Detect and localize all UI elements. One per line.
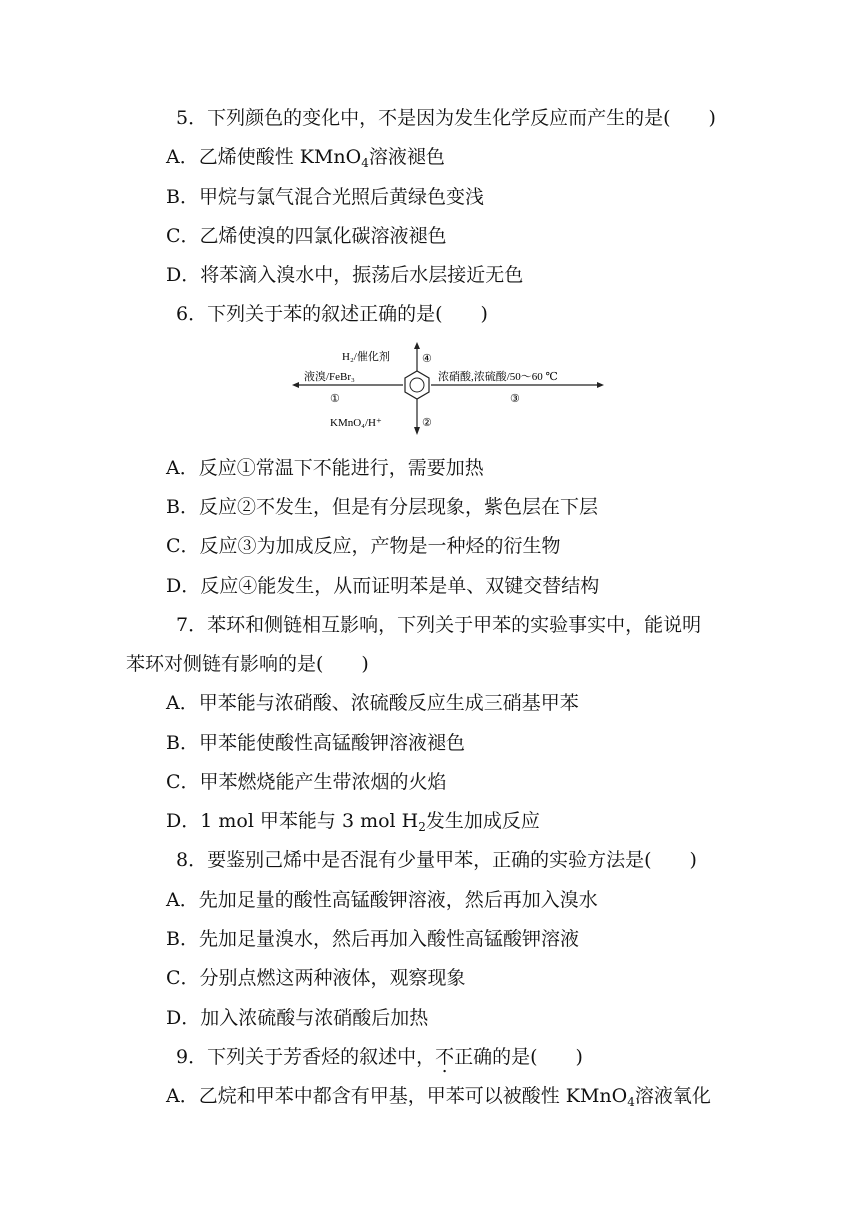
benzene-ring xyxy=(405,371,429,399)
arrow-left-head xyxy=(292,382,299,388)
question-5-text: 5．下列颜色的变化中，不是因为发生化学反应而产生的是( ) xyxy=(176,107,716,129)
right-reagent-label: 浓硝酸,浓硫酸/50～60 ℃ xyxy=(438,371,558,383)
option-d-text: D．1 mol 甲苯能与 3 mol H xyxy=(166,810,419,832)
question-8-option-d: D．加入浓硫酸与浓硝酸后加热 xyxy=(166,1007,429,1029)
top-reagent-label: H₂/催化剂 xyxy=(342,351,390,363)
question-8-option-c: C．分别点燃这两种液体，观察现象 xyxy=(166,967,466,989)
question-5-option-c: C．乙烯使溴的四氯化碳溶液褪色 xyxy=(166,225,447,247)
question-7-option-d xyxy=(166,809,540,833)
option-a-text-end: 溶液氧化 xyxy=(634,1085,711,1107)
question-9-text-end: 正确的是( ) xyxy=(454,1046,583,1068)
question-7-stem-line1: 7．苯环和侧链相互影响，下列关于甲苯的实验事实中，能说明 xyxy=(176,614,702,636)
option-d-text-end: 发生加成反应 xyxy=(425,810,540,832)
question-7-option-a: A．甲苯能与浓硝酸、浓硫酸反应生成三硝基甲苯 xyxy=(166,692,579,714)
question-6-stem: 6．下列关于苯的叙述正确的是( ) xyxy=(176,303,488,325)
left-reagent-label: 液溴/FeBr₃ xyxy=(304,371,355,383)
right-reaction-number: ③ xyxy=(510,393,520,405)
question-5-option-a xyxy=(166,145,445,169)
question-7-option-c: C．甲苯燃烧能产生带浓烟的火焰 xyxy=(166,771,447,793)
top-reaction-number: ④ xyxy=(422,353,432,365)
arrow-down-head xyxy=(414,427,420,435)
question-5-option-d: D．将苯滴入溴水中，振荡后水层接近无色 xyxy=(166,264,524,286)
option-a-text-end: 溶液褪色 xyxy=(368,146,445,168)
question-9-text: 9．下列关于芳香烃的叙述中， xyxy=(176,1046,436,1068)
emphasis-mark: 不 xyxy=(435,1046,455,1068)
bottom-reaction-number: ② xyxy=(422,417,432,429)
question-9-stem xyxy=(176,1045,583,1069)
question-8-stem: 8．要鉴别己烯中是否混有少量甲苯，正确的实验方法是( ) xyxy=(176,849,697,871)
question-7-stem-line2: 苯环对侧链有影响的是( ) xyxy=(126,653,369,675)
question-8-option-a: A．先加足量的酸性高锰酸钾溶液，然后再加入溴水 xyxy=(166,889,598,911)
left-reaction-number: ① xyxy=(330,393,340,405)
question-7-option-b: B．甲苯能使酸性高锰酸钾溶液褪色 xyxy=(166,732,465,754)
subscript: 4 xyxy=(361,156,369,170)
question-6-option-c: C．反应③为加成反应，产物是一种烃的衍生物 xyxy=(166,535,561,557)
option-a-text: A．乙烯使酸性 KMnO xyxy=(166,146,362,168)
question-8-option-b: B．先加足量溴水，然后再加入酸性高锰酸钾溶液 xyxy=(166,928,579,950)
benzene-reaction-diagram xyxy=(290,340,610,440)
subscript: 4 xyxy=(627,1095,635,1109)
bottom-reagent-label: KMnO₄/H⁺ xyxy=(330,417,382,429)
question-6-option-a: A．反应①常温下不能进行，需要加热 xyxy=(166,457,484,479)
question-6-option-b: B．反应②不发生，但是有分层现象，紫色层在下层 xyxy=(166,496,598,518)
arrow-up-head xyxy=(414,342,420,349)
arrow-right-head xyxy=(597,382,604,388)
question-5-stem xyxy=(176,106,716,130)
option-a-text: A．乙烷和甲苯中都含有甲基，甲苯可以被酸性 KMnO xyxy=(166,1085,628,1107)
question-9-option-a xyxy=(166,1084,711,1108)
subscript: 2 xyxy=(418,820,426,834)
question-5-option-b: B．甲烷与氯气混合光照后黄绿色变浅 xyxy=(166,186,484,208)
question-6-option-d: D．反应④能发生，从而证明苯是单、双键交替结构 xyxy=(166,575,600,597)
